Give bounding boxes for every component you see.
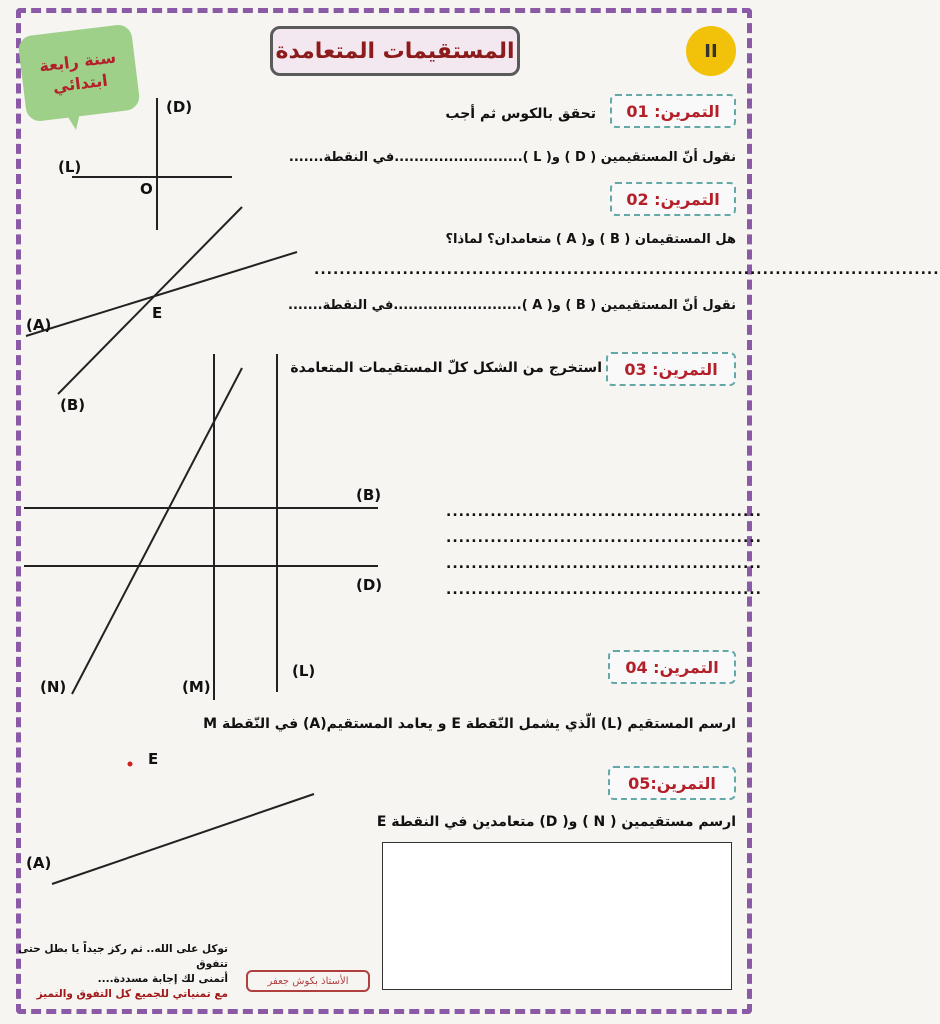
footer-line-2: أتمنى لك إجابة مسددة....	[97, 973, 228, 985]
point-e-fig4	[128, 762, 133, 767]
label-l-fig3: (L)	[292, 662, 316, 680]
level-badge: II	[686, 26, 736, 76]
label-a-fig4: (A)	[26, 854, 52, 872]
exercise-3-instruction: استخرج من الشكل كلّ المستقيمات المتعامدة	[290, 360, 602, 376]
level-line-2: ابتدائي	[51, 70, 109, 97]
exercise-1-label: التمرين: 01	[610, 94, 736, 128]
label-b-fig3: (B)	[356, 486, 382, 504]
line-a-fig2	[26, 252, 297, 336]
line-a-fig4	[52, 794, 314, 884]
exercise-3-answer-line-3[interactable]: ..................................................	[446, 556, 762, 572]
exercise-3-label: التمرين: 03	[606, 352, 736, 386]
label-o-fig1: O	[140, 180, 153, 198]
exercise-1-sentence[interactable]: نقول أنّ المستقيمين ( D ) و( L )..........................في النقطة.......	[288, 150, 736, 165]
exercise-2-question: هل المستقيمان ( B ) و( A ) متعامدان؟ لماذا؟	[445, 232, 736, 247]
exercise-2-sentence[interactable]: نقول أنّ المستقيمين ( B ) و( A )..........................في النقطة.......	[288, 298, 736, 313]
exercise-4-instruction: ارسم المستقيم (L) الّذي يشمل النّقطة E و يعامد المستقيم(A) في النّقطة M	[203, 716, 736, 732]
line-n-fig3	[72, 368, 242, 694]
footer-message	[0, 942, 228, 1002]
exercise-4-label: التمرين: 04	[608, 650, 736, 684]
label-m-fig3: (M)	[182, 678, 211, 696]
exercise-3-answer-line-2[interactable]: ..................................................	[446, 530, 762, 546]
label-d-fig3: (D)	[356, 576, 383, 594]
exercise-2-answer-line[interactable]: ...................................................................................................	[314, 262, 940, 278]
label-a-fig2: (A)	[26, 316, 52, 334]
exercise-3-answer-line-1[interactable]: ..................................................	[446, 504, 762, 520]
label-d-fig1: (D)	[166, 98, 193, 116]
footer-line-1: توكل على الله.. ثم ركز جيداً يا بطل حتى تتفوق	[18, 943, 228, 970]
exercise-2-label: التمرين: 02	[610, 182, 736, 216]
footer-line-3: مع تمنياتي للجميع كل التفوق والتميز	[36, 988, 228, 1000]
teacher-signature: الأستاذ بكوش جعفر	[246, 970, 370, 992]
level-line-1: سنة رابعة	[38, 47, 117, 76]
label-b-fig2: (B)	[60, 396, 86, 414]
exercise-3-answer-line-4[interactable]: ..................................................	[446, 582, 762, 598]
exercise-5-label: التمرين:05	[608, 766, 736, 800]
label-e-fig4: E	[148, 750, 159, 768]
label-l-fig1: (L)	[58, 158, 82, 176]
exercise-1-instruction: تحقق بالكوس ثم أجب	[445, 106, 596, 122]
label-n-fig3: (N)	[40, 678, 67, 696]
exercise-5-instruction: ارسم مستقيمين ( N ) و( D) متعامدين في النقطة E	[376, 814, 736, 830]
label-e-fig2: E	[152, 304, 163, 322]
page-title: المستقيمات المتعامدة	[270, 26, 520, 76]
